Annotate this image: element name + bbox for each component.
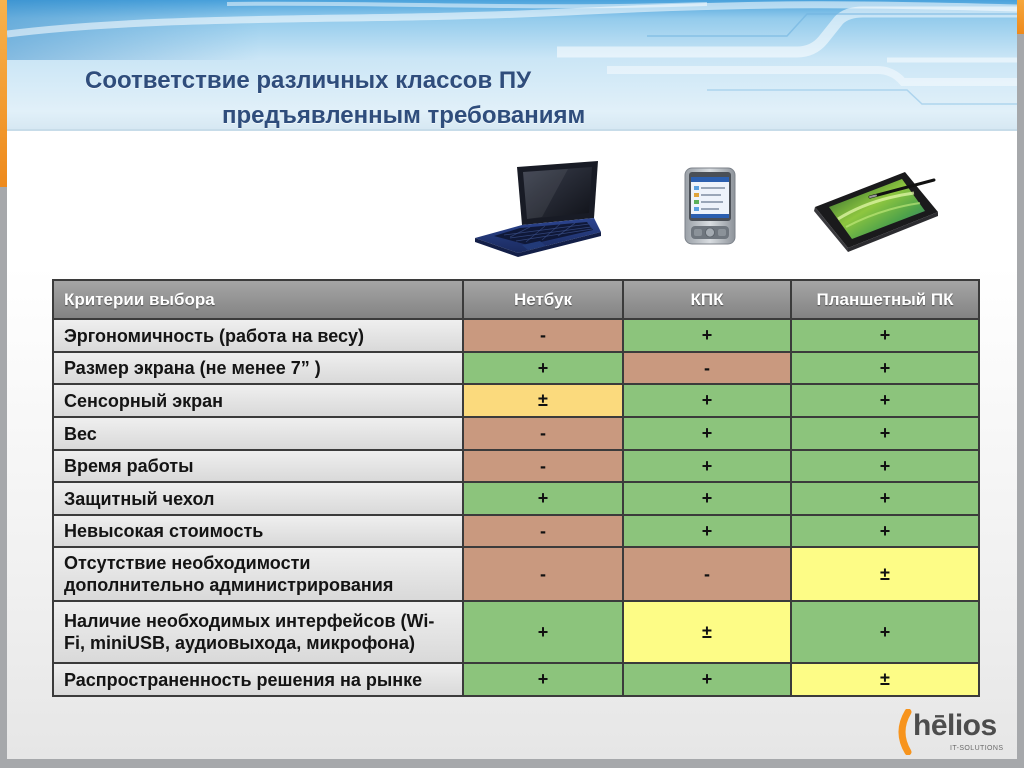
tablet-value-cell xyxy=(792,602,978,662)
netbook-value-cell xyxy=(464,602,622,662)
criterion-label: Защитный чехол xyxy=(64,488,215,509)
netbook-value-cell xyxy=(464,353,622,383)
tablet-value-cell xyxy=(792,516,978,546)
netbook-value-cell xyxy=(464,385,622,416)
tablet-value-cell xyxy=(792,418,978,449)
criterion-label: Эргономичность (работа на весу) xyxy=(64,325,365,346)
tablet-value: ± xyxy=(880,563,890,584)
criterion-label: Распространенность решения на рынке xyxy=(64,669,423,690)
logo-bracket-icon xyxy=(893,709,913,755)
criterion-label: Невысокая стоимость xyxy=(64,521,264,541)
criterion-cell xyxy=(54,451,462,481)
accent-strip-right xyxy=(1017,0,1024,34)
criterion-cell xyxy=(54,385,462,416)
netbook-value-cell xyxy=(464,418,622,449)
tablet-value: + xyxy=(879,325,891,345)
criterion-label: Размер экрана (не менее 7” ) xyxy=(64,358,321,378)
criterion-cell xyxy=(54,664,462,695)
tablet-value: + xyxy=(879,357,891,378)
pda-value-cell xyxy=(624,483,790,514)
criterion-label: Отсутствие необходимости дополнительно администрирования xyxy=(64,553,394,595)
tablet-value: ± xyxy=(880,669,890,689)
slide-title-line2: предъявленным требованиям xyxy=(222,102,586,129)
netbook-value: - xyxy=(540,520,546,541)
netbook-icon xyxy=(470,157,604,260)
pda-value: + xyxy=(701,390,713,410)
pda-value-cell xyxy=(624,320,790,351)
netbook-value: ± xyxy=(538,390,548,410)
logo-name: hēlios xyxy=(913,709,997,742)
pda-value: + xyxy=(701,520,713,541)
tablet-value: + xyxy=(879,621,891,642)
slide-title-line1: Соответствие различных классов ПУ xyxy=(85,67,532,94)
netbook-value-cell xyxy=(464,320,622,351)
comparison-table xyxy=(52,279,980,697)
tablet-value: + xyxy=(879,455,891,476)
netbook-value: + xyxy=(537,488,549,508)
tablet-value: + xyxy=(879,520,891,541)
netbook-value-cell xyxy=(464,483,622,514)
header-criteria: Критерии выбора xyxy=(54,281,462,318)
criterion-cell xyxy=(54,548,462,600)
pda-value-cell xyxy=(624,602,790,662)
criterion-label: Вес xyxy=(64,423,97,444)
pda-icon xyxy=(679,165,741,247)
header-pda: КПК xyxy=(624,281,790,318)
helios-logo xyxy=(893,706,1017,760)
criterion-label: Наличие необходимых интерфейсов (Wi-Fi, miniUSB, аудиовыхода, микрофона) xyxy=(64,611,435,653)
tablet-value-cell xyxy=(792,548,978,600)
criterion-label: Сенсорный экран xyxy=(64,390,224,411)
criterion-label: Время работы xyxy=(64,456,194,476)
tablet-value: + xyxy=(879,423,891,443)
pda-value: - xyxy=(704,357,710,378)
netbook-value-cell xyxy=(464,516,622,546)
criterion-cell xyxy=(54,320,462,351)
pda-value-cell xyxy=(624,548,790,600)
netbook-value: - xyxy=(540,325,546,345)
netbook-value-cell xyxy=(464,548,622,600)
netbook-value: + xyxy=(537,621,549,642)
accent-strip-left xyxy=(0,0,7,187)
logo-tagline: IT-SOLUTIONS xyxy=(950,745,1004,752)
netbook-value-cell xyxy=(464,451,622,481)
tablet-value-cell xyxy=(792,320,978,351)
pda-value: + xyxy=(701,488,713,508)
pda-value-cell xyxy=(624,385,790,416)
criterion-cell xyxy=(54,483,462,514)
netbook-value: + xyxy=(537,357,549,378)
netbook-value: - xyxy=(540,455,546,476)
criterion-cell xyxy=(54,418,462,449)
netbook-value: - xyxy=(540,423,546,443)
criterion-cell xyxy=(54,602,462,662)
pda-value-cell xyxy=(624,516,790,546)
criterion-cell xyxy=(54,353,462,383)
tablet-value-cell xyxy=(792,385,978,416)
tablet-value: + xyxy=(879,390,891,410)
header-netbook: Нетбук xyxy=(464,281,622,318)
tablet-value-cell xyxy=(792,664,978,695)
netbook-value-cell xyxy=(464,664,622,695)
pda-value: + xyxy=(701,423,713,443)
tablet-value-cell xyxy=(792,483,978,514)
pda-value: - xyxy=(704,563,710,584)
netbook-value: - xyxy=(540,563,546,584)
pda-value: ± xyxy=(702,621,712,642)
pda-value-cell xyxy=(624,353,790,383)
header-tablet: Планшетный ПК xyxy=(792,281,978,318)
tablet-value: + xyxy=(879,488,891,508)
pda-value: + xyxy=(701,455,713,476)
tablet-value-cell xyxy=(792,451,978,481)
pda-value: + xyxy=(701,325,713,345)
pda-value: + xyxy=(701,669,713,689)
tablet-value-cell xyxy=(792,353,978,383)
pda-value-cell xyxy=(624,418,790,449)
pda-value-cell xyxy=(624,664,790,695)
pda-value-cell xyxy=(624,451,790,481)
criterion-cell xyxy=(54,516,462,546)
netbook-value: + xyxy=(537,669,549,689)
tablet-pc-icon xyxy=(810,157,942,254)
